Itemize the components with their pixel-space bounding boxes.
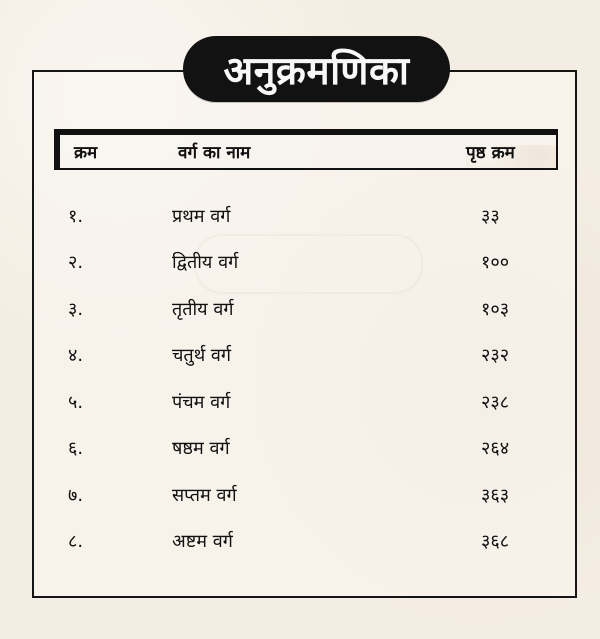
- header-name: वर्ग का नाम: [178, 143, 251, 163]
- row-title: द्वितीय वर्ग: [172, 252, 239, 273]
- row-page-number: २३८: [481, 392, 510, 413]
- row-title: षष्ठम वर्ग: [172, 438, 230, 459]
- table-row: [0, 440, 600, 470]
- table-row: [0, 208, 600, 238]
- table-row: [0, 347, 600, 377]
- table-header: [54, 129, 558, 170]
- row-number: ५.: [68, 392, 84, 413]
- row-title: अष्टम वर्ग: [172, 531, 233, 552]
- header-page: पृष्ठ क्रम: [466, 145, 556, 168]
- row-page-number: ३६३: [481, 485, 510, 506]
- row-number: ६.: [68, 438, 84, 459]
- row-number: ४.: [68, 345, 84, 366]
- table-row: [0, 533, 600, 563]
- row-number: ७.: [68, 485, 84, 506]
- row-page-number: ३३: [481, 206, 500, 227]
- row-title: चतुर्थ वर्ग: [172, 345, 232, 366]
- row-number: २.: [68, 252, 84, 273]
- row-title: प्रथम वर्ग: [172, 206, 231, 227]
- row-number: १.: [68, 206, 84, 227]
- row-number: ३.: [68, 299, 84, 320]
- row-page-number: २३२: [481, 345, 510, 366]
- row-page-number: २६४: [481, 438, 510, 459]
- table-row: [0, 487, 600, 517]
- table-row: [0, 301, 600, 331]
- table-row: [0, 394, 600, 424]
- row-title: पंचम वर्ग: [172, 392, 231, 413]
- row-title: सप्तम वर्ग: [172, 485, 237, 506]
- row-title: तृतीय वर्ग: [172, 299, 234, 320]
- row-page-number: ३६८: [481, 531, 510, 552]
- header-serial: क्रम: [74, 143, 98, 163]
- row-page-number: १००: [481, 252, 510, 273]
- row-number: ८.: [68, 531, 84, 552]
- table-row: [0, 254, 600, 284]
- row-page-number: १०३: [481, 299, 510, 320]
- page-title: अनुक्रमणिका: [183, 36, 450, 102]
